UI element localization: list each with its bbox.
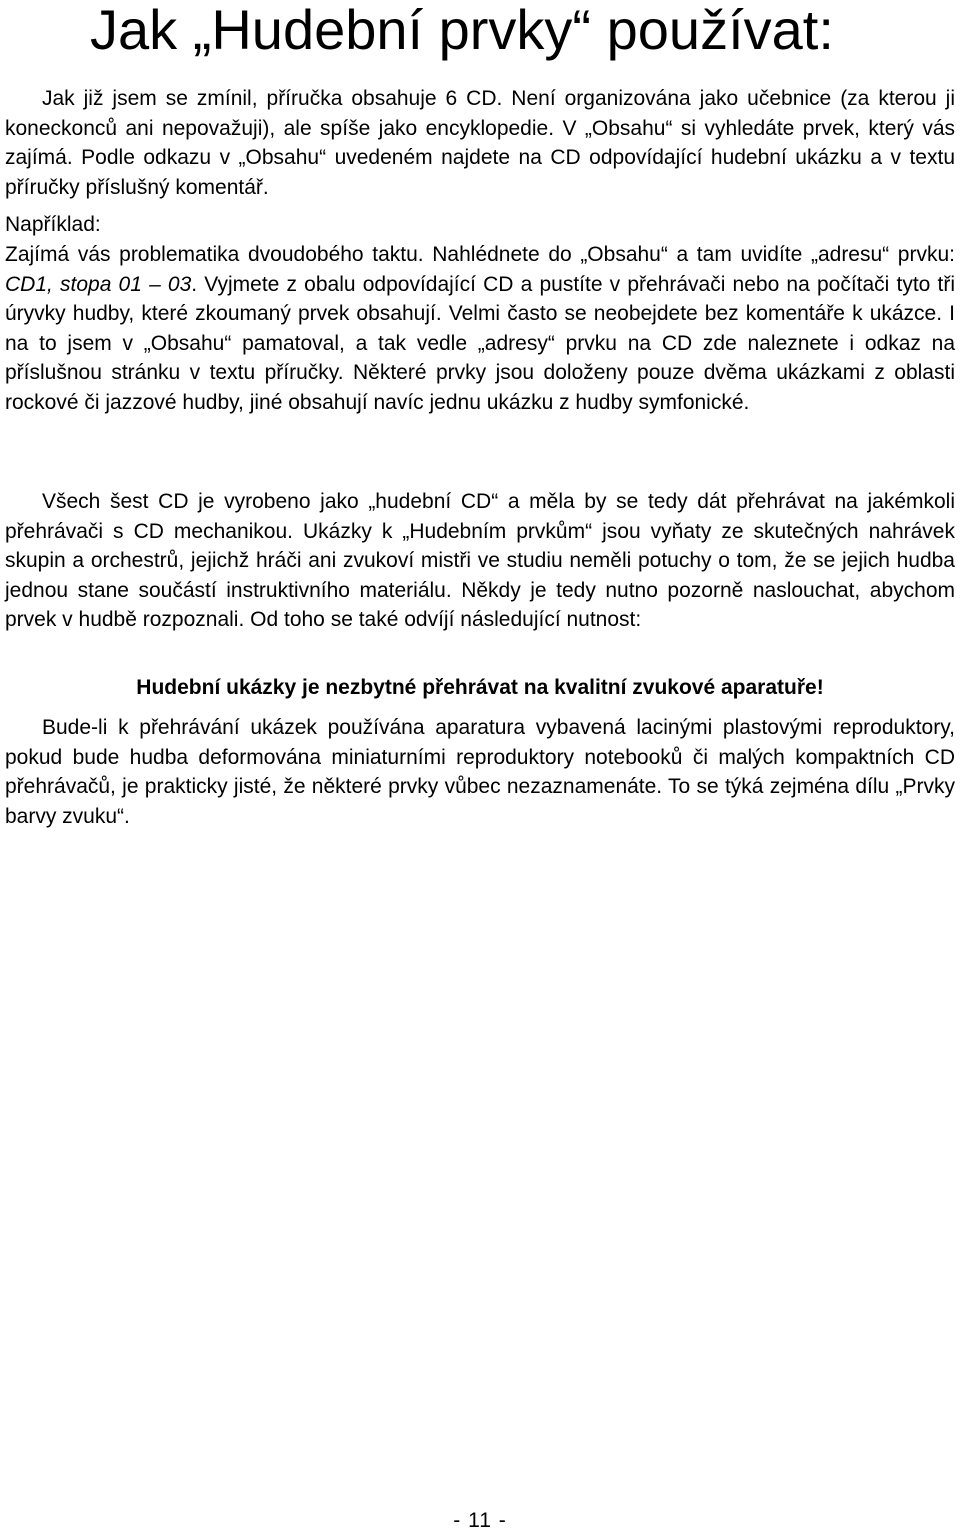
cd-info-paragraph: Všech šest CD je vyrobeno jako „hudební CD“ a měla by se tedy dát přehrávat na jakémkoli přehrávači s CD mechanikou. Ukázky k „Hudebním prvkům“ jsou vyňaty ze skutečných nahrávek skupin a orchestrů, jejichž hráči ani zvukoví mistři ve studiu neměli potuchy o tom, že se jejich hudba jednou stane součástí instruktivního materiálu. Někdy je tedy nutno pozorně naslouchat, abychom prvek v hudbě rozpoznali. Od toho se také odvíjí následující nutnost: — [5, 490, 955, 631]
equipment-paragraph: Bude-li k přehrávání ukázek používána aparatura vybavená lacinými plastovými reproduktory, pokud bude hudba deformována miniaturními reproduktory notebooků či malých kompaktních CD přehrávačů, je prakticky jisté, že některé prvky vůbec nezaznamenáte. To se týká zejména dílu „Prvky barvy zvuku“. — [5, 716, 955, 828]
intro-paragraph: Jak již jsem se zmínil, příručka obsahuje 6 CD. Není organizována jako učebnice (za kterou ji koneckonců ani nepovažuji), ale spíše jako encyklopedie. V „Obsahu“ si vyhledáte prvek, který vás zajímá. Podle odkazu v „Obsahu“ uvedeném najdete na CD odpovídající hudební ukázku a v textu příručky příslušný komentář. — [5, 87, 955, 199]
page-number: - 11 - — [453, 1509, 507, 1532]
example-label: Například: — [5, 213, 101, 236]
example-text-end: . Vyjmete z obalu odpovídající CD a pustíte v přehrávači nebo na počítači tyto tři úryvky hudby, které zkoumaný prvek obsahují. Velmi často se neobejdete bez komentáře k ukázce. I na to jsem v „Obsahu“ pamatoval, a tak vedle „adresy“ prvku na CD zde naleznete i odkaz na příslušnou stránku v textu příručky. Některé prvky jsou doloženy pouze dvěma ukázkami z oblasti rockové či jazzové hudby, jiné obsahují navíc jednu ukázku z hudby symfonické. — [5, 272, 955, 414]
emphasis-statement: Hudební ukázky je nezbytné přehrávat na kvalitní zvukové aparatuře! — [136, 676, 824, 699]
page-title: Jak „Hudební prvky“ používat: — [90, 0, 834, 61]
cd-address: CD1, stopa 01 – 03 — [5, 272, 192, 296]
example-text-start: Zajímá vás problematika dvoudobého taktu. Nahlédnete do „Obsahu“ a tam uvidíte „adresu“ prvku: — [5, 243, 955, 266]
example-paragraph — [5, 240, 955, 417]
